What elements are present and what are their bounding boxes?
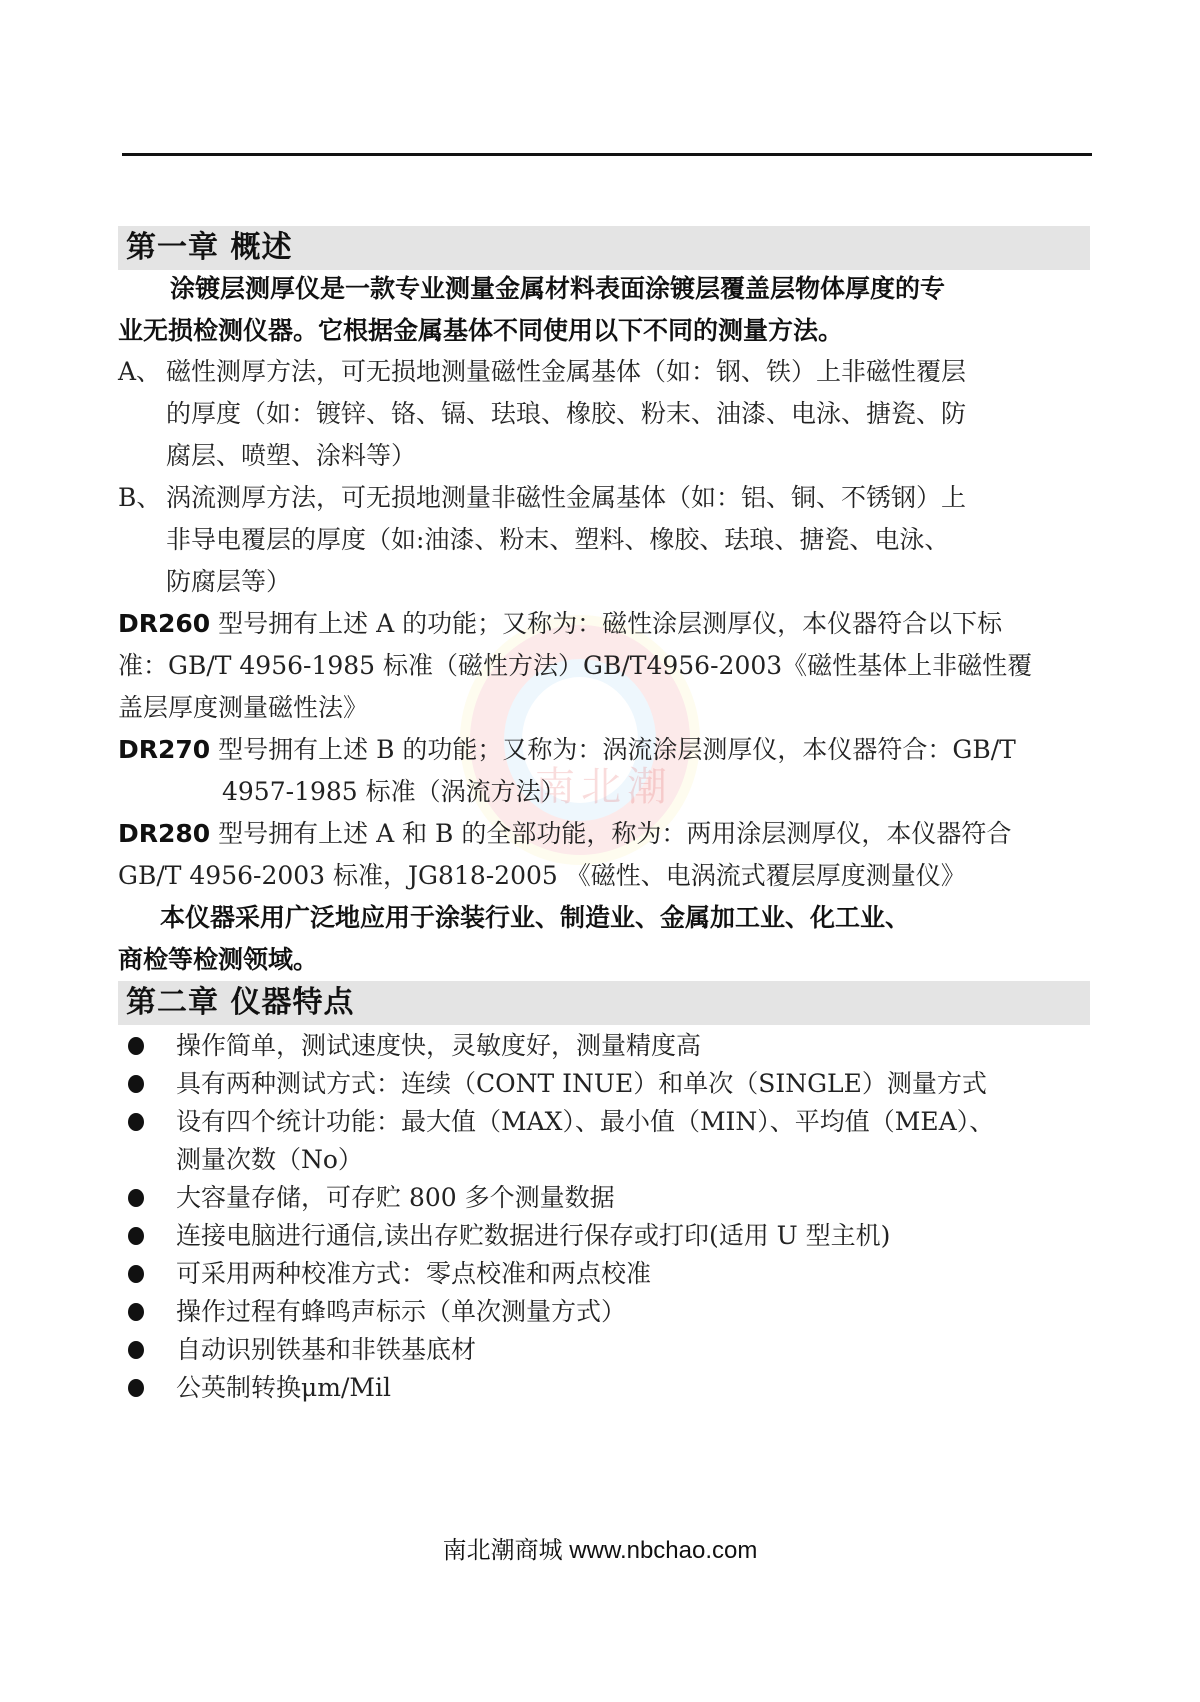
bullet-icon (128, 1113, 144, 1131)
bullet-icon (128, 1265, 144, 1283)
method-a-line-2: 的厚度（如：镀锌、铬、镉、珐琅、橡胶、粉末、油漆、电泳、搪瓷、防 (166, 399, 967, 428)
model-dr270-line-2: 4957-1985 标准（涡流方法） (222, 777, 566, 806)
feature-2: 具有两种测试方式：连续（CONT INUE）和单次（SINGLE）测量方式 (176, 1069, 987, 1098)
method-b-label: B、 (118, 483, 162, 512)
model-dr270-name: DR270 (118, 735, 211, 764)
feature-6: 可采用两种校准方式：零点校准和两点校准 (176, 1259, 652, 1288)
feature-7: 操作过程有蜂鸣声标示（单次测量方式） (176, 1297, 627, 1326)
method-b-line-2: 非导电覆层的厚度（如:油漆、粉末、塑料、橡胶、珐琅、搪瓷、电泳、 (166, 525, 950, 554)
application-line-2: 商检等检测领域。 (118, 945, 319, 974)
feature-8: 自动识别铁基和非铁基底材 (176, 1335, 477, 1364)
model-dr280-name: DR280 (118, 819, 211, 848)
model-dr260-line-2: 准：GB/T 4956-1985 标准（磁性方法）GB/T4956-2003《磁性基体上非磁性覆 (118, 651, 1033, 680)
model-dr270-line-1: DR270 型号拥有上述 B 的功能；又称为：涡流涂层测厚仪，本仪器符合：GB/T (118, 735, 1016, 764)
footer-link[interactable]: 南北潮商城 www.nbchao.com (442, 1537, 758, 1564)
model-dr280-line-1: DR280 型号拥有上述 A 和 B 的全部功能，称为：两用涂层测厚仪，本仪器符合 (118, 819, 1012, 848)
watermark-text: 南北潮 (535, 764, 673, 810)
model-dr260-line-1: DR260 型号拥有上述 A 的功能；又称为：磁性涂层测厚仪，本仪器符合以下标 (118, 609, 1003, 638)
method-b-line-1: 涡流测厚方法，可无损地测量非磁性金属基体（如：铝、铜、不锈钢）上 (166, 483, 967, 512)
method-a-line-1: 磁性测厚方法，可无损地测量磁性金属基体（如：钢、铁）上非磁性覆层 (166, 357, 967, 386)
intro-line-1: 涂镀层测厚仪是一款专业测量金属材料表面涂镀层覆盖层物体厚度的专 (170, 274, 946, 303)
method-b-line-3: 防腐层等） (166, 567, 292, 596)
chapter2-title: 第二章 仪器特点 (118, 981, 1090, 1025)
feature-3-line-2: 测量次数（No） (176, 1145, 363, 1174)
method-a-label: A、 (118, 357, 162, 386)
bullet-icon (128, 1227, 144, 1245)
feature-5: 连接电脑进行通信,读出存贮数据进行保存或打印(适用 U 型主机) (176, 1221, 891, 1250)
bullet-icon (128, 1189, 144, 1207)
feature-4: 大容量存储，可存贮 800 多个测量数据 (176, 1183, 615, 1212)
feature-3-line-1: 设有四个统计功能：最大值（MAX）、最小值（MIN）、平均值（MEA）、 (176, 1107, 995, 1136)
bullet-icon (128, 1379, 144, 1397)
header-rule (122, 153, 1092, 156)
method-a-line-3: 腐层、喷塑、涂料等） (166, 441, 417, 470)
chapter1-title: 第一章 概述 (118, 226, 1090, 270)
application-line-1: 本仪器采用广泛地应用于涂装行业、制造业、金属加工业、化工业、 (160, 903, 911, 932)
bullet-icon (128, 1303, 144, 1321)
bullet-icon (128, 1075, 144, 1093)
feature-9: 公英制转换μm/Mil (176, 1373, 391, 1402)
model-dr280-line-2: GB/T 4956-2003 标准，JG818-2005 《磁性、电涡流式覆层厚度测量仪》 (118, 861, 966, 890)
bullet-icon (128, 1341, 144, 1359)
bullet-icon (128, 1037, 144, 1055)
model-dr260-line-3: 盖层厚度测量磁性法》 (118, 693, 369, 722)
intro-line-2: 业无损检测仪器。它根据金属基体不同使用以下不同的测量方法。 (118, 316, 844, 345)
model-dr260-name: DR260 (118, 609, 211, 638)
feature-1: 操作简单，测试速度快，灵敏度好，测量精度高 (176, 1031, 702, 1060)
